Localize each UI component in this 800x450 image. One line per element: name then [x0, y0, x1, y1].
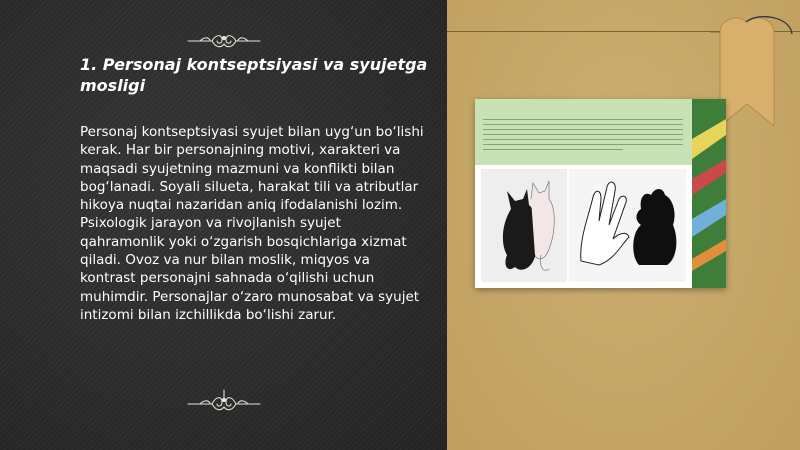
top-ornament-icon: [186, 30, 262, 52]
slide-body-text: Personaj kontseptsiyasi syujet bilan uyg‘un bo‘lishi kerak. Har bir personajning motivi, xarakteri va maqsadi syujetning mazmuni va konflikti bilan bog‘lanadi. Soyali silueta, harakat tili va atributlar hikoya nuqtai nazaridan aniq ifodalanishi lozim. Psixologik jarayon va rivojlanish syujet qahramonlik yoki o‘zgarish bosqichlariga xizmat qiladi. Ovoz va nur bilan moslik, miqyos va kontrast personajni sahnada o‘qilishi uchun muhimdir. Personajlar o‘zaro munosabat va syujet intizomi bilan izchillikda bo‘lishi zarur.: [80, 124, 424, 323]
illustration-text-area: [475, 99, 692, 165]
shadow-cat-image: [481, 169, 567, 282]
illustration-text-lines: [483, 119, 683, 154]
shadow-theatre-illustration: [475, 99, 726, 288]
hand-shadow-icon: [569, 169, 686, 282]
decorative-side-strip: [692, 99, 726, 288]
bottom-ornament-icon: [186, 388, 262, 414]
cat-silhouette-icon: [481, 169, 567, 282]
colorful-stripes-icon: [692, 99, 726, 288]
slide-title: 1. Personaj kontseptsiyasi va syujetga mosligi: [80, 55, 428, 95]
hand-shadow-bear-image: [569, 169, 686, 282]
